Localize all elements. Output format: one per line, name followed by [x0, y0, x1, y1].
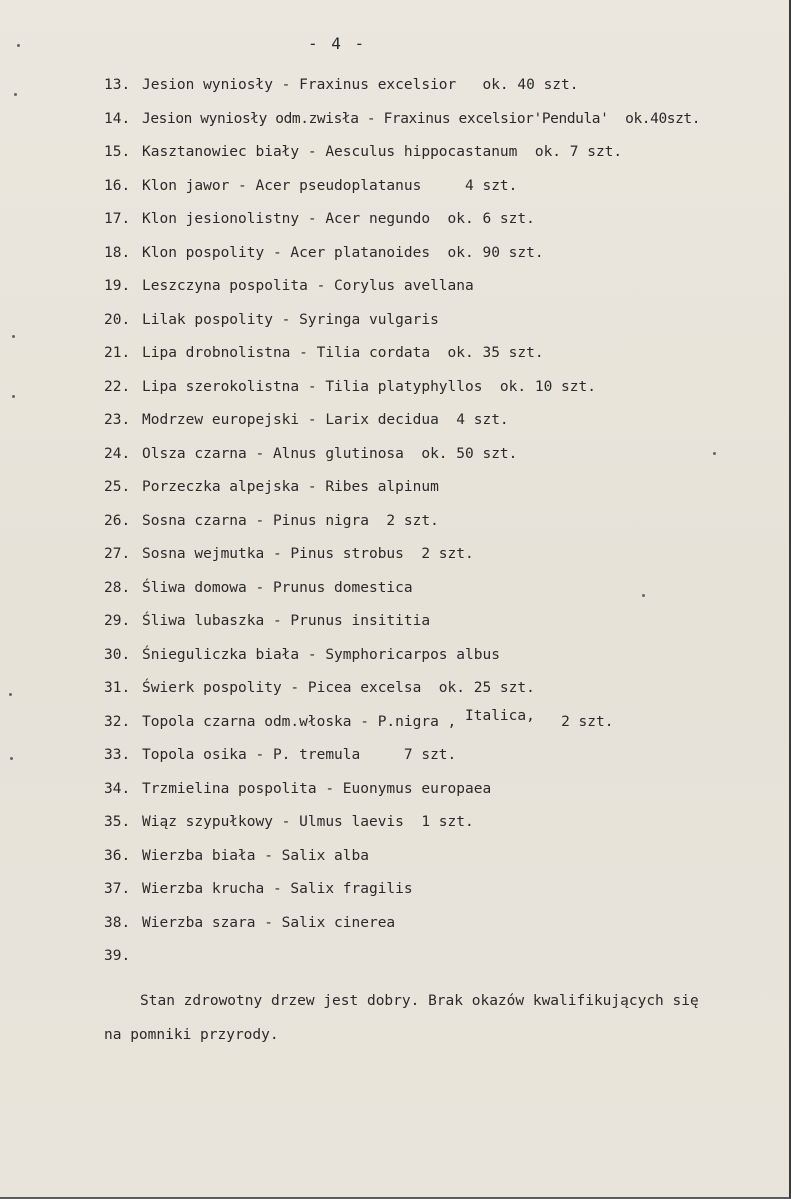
list-item — [104, 242, 788, 276]
list-item — [104, 707, 788, 745]
punch-mark — [14, 93, 17, 96]
item-text: Leszczyna pospolita - Corylus avellana — [142, 278, 474, 294]
item-number: 14. — [104, 110, 131, 127]
item-text: Porzeczka alpejska - Ribes alpinum — [142, 479, 439, 495]
paragraph-line-2: na pomniki przyrody. — [104, 1027, 279, 1043]
list-item — [104, 476, 788, 510]
item-number: 13. — [104, 77, 131, 93]
list-item — [104, 141, 788, 175]
item-text: Olsza czarna - Alnus glutinosa ok. 50 szt. — [142, 445, 518, 462]
item-number: 37. — [104, 881, 131, 897]
paragraph-line-1: Stan zdrowotny drzew jest dobry. Brak okazów kwalifikujących się — [140, 993, 699, 1009]
list-item — [104, 342, 788, 376]
item-number: 18. — [104, 244, 131, 261]
item-number: 17. — [104, 211, 131, 227]
item-number: 21. — [104, 345, 131, 361]
item-number: 35. — [104, 814, 131, 830]
list-item — [104, 945, 788, 979]
list-item — [104, 811, 788, 845]
item-text: Klon jawor - Acer pseudoplatanus 4 szt. — [142, 177, 518, 194]
item-number: 32. — [104, 713, 131, 730]
punch-mark — [9, 693, 12, 696]
item-text: Sosna wejmutka - Pinus strobus 2 szt. — [142, 546, 474, 562]
punch-mark — [10, 757, 13, 760]
item-text: Topola osika - P. tremula 7 szt. — [142, 747, 457, 763]
list-item — [104, 577, 788, 611]
list-item — [104, 208, 788, 242]
item-text: Śnieguliczka biała - Symphoricarpos albus — [142, 646, 500, 663]
item-number: 22. — [104, 378, 131, 395]
item-number: 29. — [104, 613, 131, 629]
item-text: Topola czarna odm.włoska - P.nigra , — [142, 713, 457, 730]
list-item — [104, 409, 788, 443]
item-text: Klon pospolity - Acer platanoides ok. 90 szt. — [142, 244, 544, 261]
item-superscript: Italica, — [465, 707, 535, 724]
item-number: 33. — [104, 747, 131, 763]
item-text: Wierzba biała - Salix alba — [142, 847, 369, 864]
item-number: 23. — [104, 412, 131, 428]
page-number: - 4 - — [308, 34, 367, 53]
item-text: Śliwa lubaszka - Prunus insititia — [142, 613, 431, 629]
item-number: 26. — [104, 512, 131, 529]
item-number: 34. — [104, 780, 131, 797]
item-text: Świerk pospolity - Picea excelsa ok. 25 szt. — [142, 680, 535, 696]
item-text: Wiąz szypułkowy - Ulmus laevis 1 szt. — [142, 814, 474, 830]
item-text: Lipa szerokolistna - Tilia platyphyllos ok. 10 szt. — [142, 378, 596, 395]
item-text: Wierzba krucha - Salix fragilis — [142, 881, 413, 897]
item-number: 28. — [104, 579, 131, 596]
list-item — [104, 778, 788, 812]
item-quantity: 2 szt. — [561, 713, 614, 730]
list-item — [104, 443, 788, 477]
list-item — [104, 275, 788, 309]
item-text: Modrzew europejski - Larix decidua 4 szt. — [142, 412, 509, 428]
list-item — [104, 878, 788, 912]
list-item — [104, 175, 788, 209]
item-number: 16. — [104, 177, 131, 194]
item-text: Wierzba szara - Salix cinerea — [142, 914, 396, 931]
item-number: 19. — [104, 278, 131, 294]
list-item — [104, 845, 788, 879]
item-number: 38. — [104, 914, 131, 931]
list-item — [104, 309, 788, 343]
paragraph-line — [104, 984, 784, 1018]
item-number: 20. — [104, 311, 131, 328]
item-number: 39. — [104, 948, 131, 964]
summary-paragraph — [104, 984, 784, 1052]
species-list — [104, 74, 788, 979]
item-text: Śliwa domowa - Prunus domestica — [142, 579, 413, 596]
list-item — [104, 644, 788, 678]
item-number: 30. — [104, 646, 131, 663]
item-text: Kasztanowiec biały - Aesculus hippocastanum ok. 7 szt. — [142, 144, 623, 160]
item-number: 27. — [104, 546, 131, 562]
item-number: 24. — [104, 445, 131, 462]
item-text: Klon jesionolistny - Acer negundo ok. 6 szt. — [142, 211, 535, 227]
item-number: 36. — [104, 847, 131, 864]
list-item — [104, 74, 788, 108]
list-item — [104, 744, 788, 778]
list-item — [104, 543, 788, 577]
item-text: Lilak pospolity - Syringa vulgaris — [142, 311, 439, 328]
list-item — [104, 108, 788, 142]
paragraph-line — [104, 1018, 784, 1052]
item-text: Trzmielina pospolita - Euonymus europaea — [142, 780, 492, 797]
item-text: Lipa drobnolistna - Tilia cordata ok. 35 szt. — [142, 345, 544, 361]
punch-mark — [17, 44, 20, 47]
list-item — [104, 510, 788, 544]
list-item — [104, 376, 788, 410]
list-item — [104, 912, 788, 946]
item-text: Sosna czarna - Pinus nigra 2 szt. — [142, 512, 439, 529]
item-number: 25. — [104, 479, 131, 495]
item-text: Jesion wyniosły odm.zwisła - Fraxinus excelsior'Pendula' ok.40szt. — [142, 110, 701, 127]
item-number: 15. — [104, 144, 131, 160]
item-text: Jesion wyniosły - Fraxinus excelsior ok. 40 szt. — [142, 77, 579, 93]
punch-mark — [12, 395, 15, 398]
list-item — [104, 677, 788, 711]
list-item — [104, 610, 788, 644]
item-number: 31. — [104, 680, 131, 696]
punch-mark — [12, 335, 15, 338]
